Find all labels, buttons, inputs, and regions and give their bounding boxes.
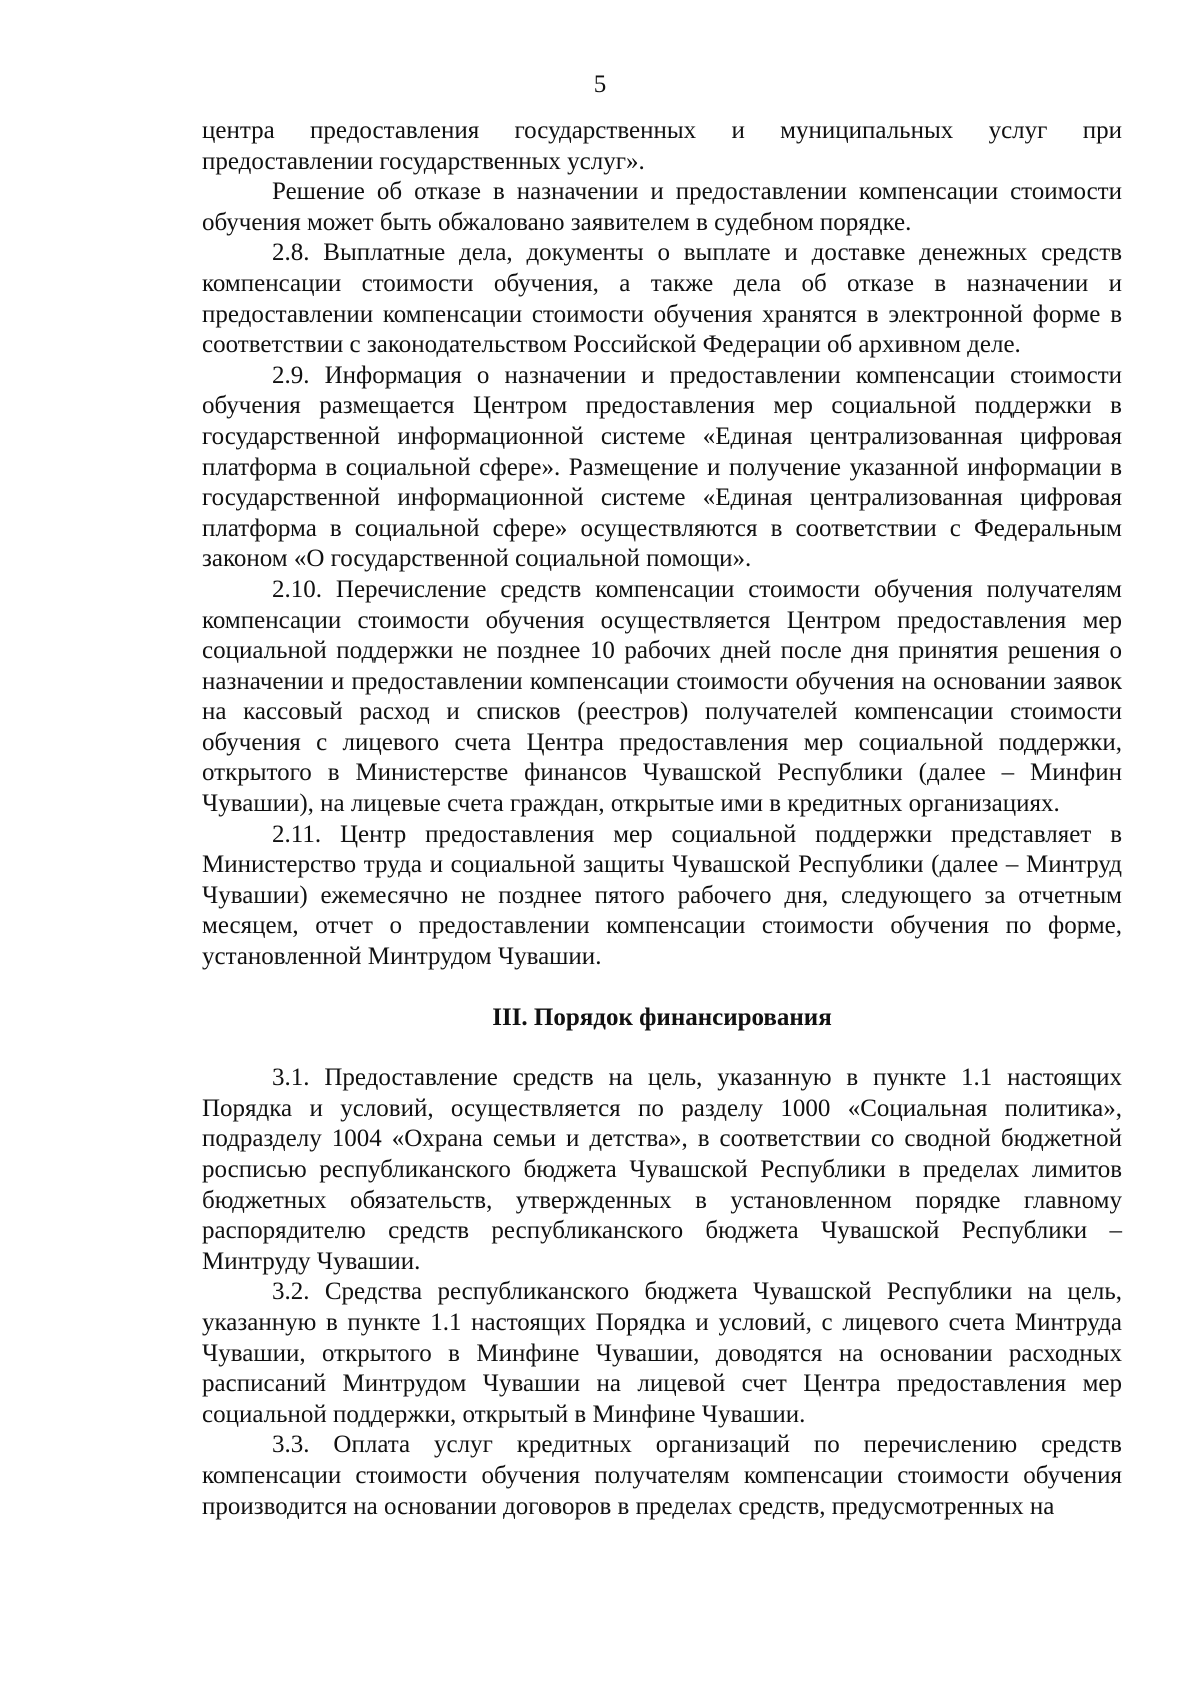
- paragraph-continuation: центра предоставления государственных и муниципальных услуг при предоставлении государственных услуг».: [202, 117, 1122, 175]
- paragraph-3-3: 3.3. Оплата услуг кредитных организаций по перечислению средств компенсации стоимости обучения получателям компенсации стоимости обучения производится на основании договоров в пределах средств, предусмотренных на: [202, 1431, 1122, 1520]
- paragraph-2-8: 2.8. Выплатные дела, документы о выплате и доставке денежных средств компенсации стоимости обучения, а также дела об отказе в назначении и предоставлении компенсации стоимости обучения хранятся в электронной форме в соответствии с законодательством Российской Федерации об архивном деле.: [202, 239, 1122, 359]
- section-heading: III. Порядок финансирования: [492, 1003, 832, 1031]
- page-number: 5: [593, 71, 607, 98]
- paragraph-appeal-decision: Решение об отказе в назначении и предоставлении компенсации стоимости обучения может быть обжаловано заявителем в судебном порядке.: [202, 178, 1122, 236]
- paragraph-3-2: 3.2. Средства республиканского бюджета Чувашской Республики на цель, указанную в пункте 1.1 настоящих Порядка и условий, с лицевого счета Минтруда Чувашии, открытого в Минфине Чувашии, доводятся на основании расходных расписаний Минтрудом Чувашии на лицевой счет Центра предоставления мер социальной поддержки, открытый в Минфине Чувашии.: [202, 1278, 1122, 1428]
- paragraph-3-1: 3.1. Предоставление средств на цель, указанную в пункте 1.1 настоящих Порядка и условий, осуществляется по разделу 1000 «Социальная политика», подразделу 1004 «Охрана семьи и детства», в соответствии со сводной бюджетной росписью республиканского бюджета Чувашской Республики в пределах лимитов бюджетных обязательств, утвержденных в установленном порядке главному распорядителю средств республиканского бюджета Чувашской Республики – Минтруду Чувашии.: [202, 1064, 1122, 1275]
- paragraph-2-11: 2.11. Центр предоставления мер социальной поддержки представляет в Министерство труда и социальной защиты Чувашской Республики (далее – Минтруд Чувашии) ежемесячно не позднее пятого рабочего дня, следующего за отчетным месяцем, отчет о предоставлении компенсации стоимости обучения по форме, установленной Минтрудом Чувашии.: [202, 820, 1122, 971]
- document-body: [202, 116, 1122, 1522]
- paragraph-2-9: 2.9. Информация о назначении и предоставлении компенсации стоимости обучения размещается Центром предоставления мер социальной поддержки в государственной информационной системе «Единая централизованная цифровая платформа в социальной сфере». Размещение и получение указанной информации в государственной информационной системе «Единая централизованная цифровая платформа в социальной сфере» осуществляются в соответствии с Федеральным законом «О государственной социальной помощи».: [202, 361, 1122, 573]
- paragraph-2-10: 2.10. Перечисление средств компенсации стоимости обучения получателям компенсации стоимости обучения осуществляется Центром предоставления мер социальной поддержки не позднее 10 рабочих дней после дня принятия решения о назначении и предоставлении компенсации стоимости обучения на основании заявок на кассовый расход и списков (реестров) получателей компенсации стоимости обучения с лицевого счета Центра предоставления мер социальной поддержки, открытого в Министерстве финансов Чувашской Республики (далее – Минфин Чувашии), на лицевые счета граждан, открытые ими в кредитных организациях.: [202, 575, 1122, 818]
